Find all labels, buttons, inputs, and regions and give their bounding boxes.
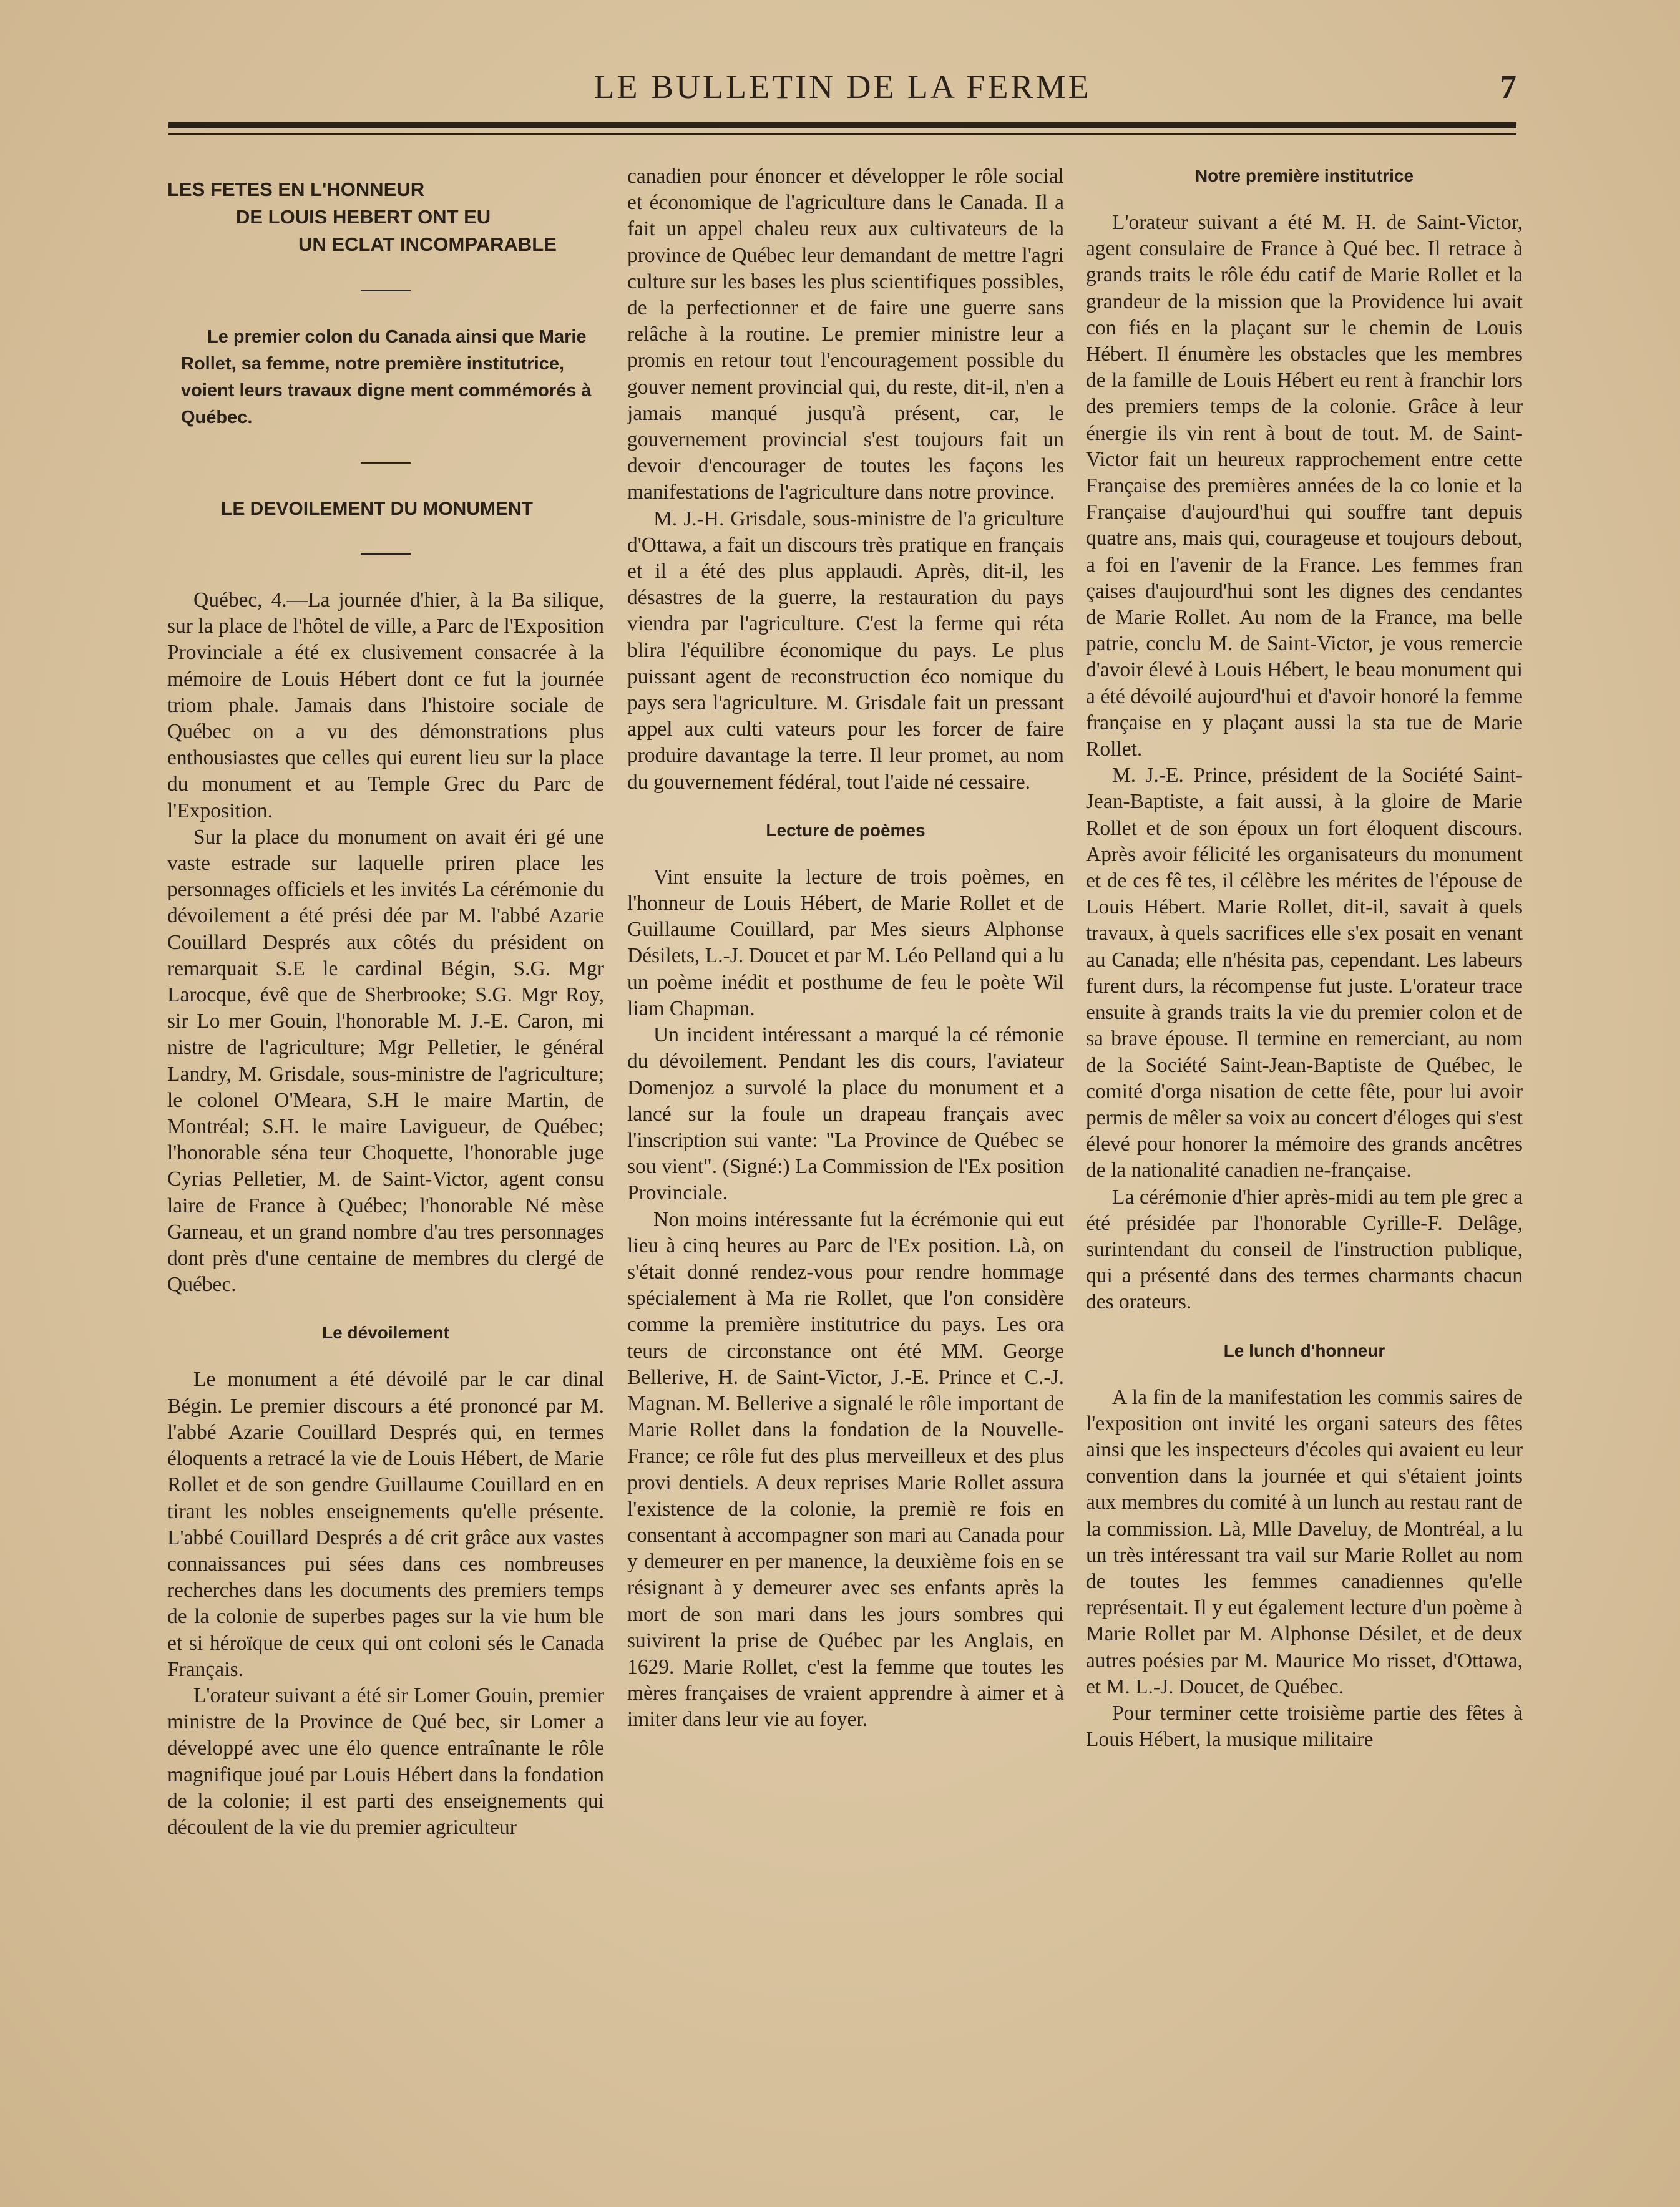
paragraph: M. J.-E. Prince, président de la Société Saint-Jean-Baptiste, a fait aussi, à la gloire de Marie Rollet et de son époux un fort éloquent discours. Après avoir félicité les organisateurs du monument et de ces fê tes, il célèbre les mérites de l'épouse de Louis Hébert. Marie Rollet, dit-il, savait à quels travaux, à quels sacrifices elle s'ex posait en venant au Canada; elle n'hésita pas, cependant. Les labeurs furent durs, la récompense fut juste. L'orateur trace ensuite à grands traits la vie du premier colon et de sa brave épouse. Il termine en remerciant, au nom de la Société Saint-Jean-Baptiste de Québec, le comité d'orga nisation de cette fête, pour lui avoir permis de mêler sa voix au concert d'éloges qui s'est élevé pour honorer la mémoire des grands ancêtres de la nationalité canadien ne-française. [1086, 764, 1523, 1182]
section-heading-institutrice: Notre première institutrice [1194, 166, 1414, 185]
paragraph: Sur la place du monument on avait éri gé une vaste estrade sur laquelle priren place les personnages officiels et les invités La cérémonie du dévoilement a été prési dée par M. l'abbé Azarie Couillard Després aux côtés du président on remarquait S.E le cardinal Bégin, S.G. Mgr Larocque, évê que de Sherbrooke; S.G. Mgr Roy, sir Lo mer Gouin, l'honorable M. J.-E. Caron, mi nistre de l'agriculture; Mgr Pelletier, le général Landry, M. Grisdale, sous-ministre de l'agriculture; le colonel O'Meara, S.H le maire Martin, de Montréal; S.H. le maire Lavigueur, de Québec; l'honorable séna teur Choquette, l'honorable juge Cyrias Pelletier, M. de Saint-Victor, agent consu laire de France à Québec; l'honorable Né mèse Garneau, et un grand nombre d'au tres personnages dont près d'une centaine de membres du clergé de Québec. [167, 825, 604, 1297]
page-header [168, 67, 1516, 117]
article-subhead: LE DEVOILEMENT DU MONUMENT [221, 499, 533, 519]
column-3 [1086, 163, 1523, 1753]
paragraph: Non moins intéressante fut la écrémonie qui eut lieu à cinq heures au Parc de l'Ex position. Là, on s'était donné rendez-vous pour rendre hommage spécialement à Ma rie Rollet, que l'on considère comme la première institutrice du pays. Les ora teurs de circonstance ont été MM. George Bellerive, H. de Saint-Victor, J.-E. Prince et C.-J. Magnan. M. Bellerive a signalé le rôle important de Marie Rollet dans la fondation de la Nouvelle-France; ce rôle fut des plus merveilleux et des plus provi dentiels. A deux reprises Marie Rollet assura l'existence de la colonie, la premiè re fois en consentant à accompagner son mari au Canada pour y demeurer en per manence, la deuxième fois en se résignant à y demeurer avec ses enfants après la mort de son mari dans les jours sombres qui suivirent la prise de Québec par les Anglais, en 1629. Marie Rollet, c'est la femme que toutes les mères françaises de vraient apprendre à aimer et à imiter dans leur vie au foyer. [627, 1207, 1064, 1732]
divider-rule [361, 462, 411, 464]
column-1 [167, 163, 604, 1841]
section-heading-poemes: Lecture de poèmes [766, 820, 925, 840]
divider-rule [361, 290, 411, 291]
paragraph: La cérémonie d'hier après-midi au tem ple grec a été présidée par l'honorable Cyrille-F. Delâge, surintendant du conseil de l'instruction publique, qui a présenté dans des termes charmants chacun des orateurs. [1086, 1185, 1523, 1314]
section-heading-devoilement: Le dévoilement [322, 1323, 449, 1343]
paragraph: Pour terminer cette troisième partie des fêtes à Louis Hébert, la musique militaire [1086, 1701, 1523, 1751]
paragraph: L'orateur suivant a été M. H. de Saint-Victor, agent consulaire de France à Qué bec. Il retrace à grands traits le rôle édu catif de Marie Rollet et la grandeur de la mission que la Providence lui avait con fiés en la plaçant sur le chemin de Louis Hébert. Il énumère les obstacles que les membres de la famille de Louis Hébert eu rent à franchir lors des premiers temps de la colonie. Grâce à leur énergie ils vin rent à bout de tout. M. de Saint-Victor fait un heureux rapprochement entre cette Française des premières années de la co lonie et la Française d'aujourd'hui qui souffre tant depuis quatre ans, mais qui, courageuse et toujours debout, a foi en l'avenir de la France. Les femmes fran çaises d'aujourd'hui sont les dignes des cendantes de Marie Rollet. Au nom de la France, ma belle patrie, conclu M. de Saint-Victor, je vous remercie d'avoir élevé à Louis Hébert, le beau monument qui a été dévoilé aujourd'hui et d'avoir honoré la femme française en y plaçant aussi la sta tue de Marie Rollet. [1086, 211, 1523, 761]
paragraph: M. J.-H. Grisdale, sous-ministre de l'a griculture d'Ottawa, a fait un discours très pratique en français et il a été des plus applaudi. Après, dit-il, les désastres de la guerre, la restauration du pays viendra par l'agriculture. C'est la ferme qui réta blira l'équilibre économique du pays. Le plus puissant agent de reconstruction éco nomique du pays sera l'agriculture. M. Grisdale fait un pressant appel aux culti vateurs pour les forcer de faire produire davantage la terre. Il leur promet, au nom du gouvernement fédéral, tout l'aide né cessaire. [627, 507, 1064, 794]
headline-line-1: LES FETES EN L'HONNEUR [167, 178, 425, 200]
page-number: 7 [1500, 68, 1516, 105]
header-rule-thick [168, 122, 1516, 128]
paragraph: L'orateur suivant a été sir Lomer Gouin, premier ministre de la Province de Qué bec, sir Lomer a développé avec une élo quence entraînante le rôle magnifique joué par Louis Hébert dans la fondation de la colonie; il est parti des enseignements qui découlent de la vie du premier agriculteur [167, 1683, 604, 1839]
headline-line-2: DE LOUIS HEBERT ONT EU [236, 206, 491, 228]
divider-rule [361, 553, 411, 555]
paragraph: Vint ensuite la lecture de trois poèmes, en l'honneur de Louis Hébert, de Marie Rollet et de Guillaume Couillard, par Mes sieurs Alphonse Désilets, L.-J. Doucet et par M. Léo Pelland qui a lu un poème inédit et posthume de feu le poète Wil liam Chapman. [627, 865, 1064, 1020]
section-heading-lunch: Le lunch d'honneur [1223, 1340, 1385, 1360]
article-headline [167, 176, 604, 258]
header-rule-thin [168, 133, 1516, 135]
paragraph: Un incident intéressant a marqué la cé rémonie du dévoilement. Pendant les dis cours, l'aviateur Domenjoz a survolé la place du monument et a lancé sur la foule un drapeau français avec l'inscription sui vante: "La Province de Québec se sou vient". (Signé:) La Commission de l'Ex position Provinciale. [627, 1023, 1064, 1205]
paragraph: canadien pour énoncer et développer le rôle social et économique de l'agriculture dans le Canada. Il a fait un appel chaleu reux aux cultivateurs de la province de Québec leur demandant de mettre l'agri culture sur les bases les plus scientifiques possibles, de la perfectionner et de faire une guerre sans relâche à la routine. Le premier ministre leur a promis en retour tout l'encouragement possible du gouver nement provincial qui, du reste, dit-il, n'en a jamais manqué jusqu'à présent, car, le gouvernement provincial s'est toujours fait un devoir d'encourager de toutes les façons les manifestations de l'agriculture dans notre province. [627, 165, 1064, 504]
article-deck: Le premier colon du Canada ainsi que Marie Rollet, sa femme, notre première institutrice, voient leurs travaux digne ment commémorés à Québec. [181, 327, 592, 427]
running-title: LE BULLETIN DE LA FERME [593, 68, 1092, 105]
paragraph: A la fin de la manifestation les commis saires de l'exposition ont invité les organi sateurs des fêtes ainsi que les inspecteurs d'écoles qui avaient eu leur convention dans la journée et qui s'étaient joints aux membres du comité à un lunch au restau rant de la commission. Là, Mlle Daveluy, de Montréal, a lu un très intéressant tra vail sur Marie Rollet au nom de toutes les femmes canadiennes qu'elle représentait. Il y eut également lecture d'un poème à Marie Rollet par M. Alphonse Désilet, et de deux autres poésies par M. Maurice Mo risset, d'Ottawa, et M. L.-J. Doucet, de Québec. [1086, 1385, 1523, 1698]
column-2 [627, 163, 1064, 1733]
headline-line-3: UN ECLAT INCOMPARABLE [298, 233, 557, 255]
paragraph: Québec, 4.—La journée d'hier, à la Ba silique, sur la place de l'hôtel de ville, a Parc de l'Exposition Provinciale a été ex clusivement consacrée à la mémoire de Louis Hébert dont ce fut la journée triom phale. Jamais dans l'histoire sociale de Québec on a vu des démonstrations plus enthousiastes que celles qui eurent lieu sur la place du monument et au Temple Grec du Parc de l'Exposition. [167, 588, 604, 822]
paragraph: Le monument a été dévoilé par le car dinal Bégin. Le premier discours a été prononcé par M. l'abbé Azarie Couillard Després qui, en termes éloquents a retracé la vie de Louis Hébert, de Marie Rollet et de son gendre Guillaume Couillard en en tirant les nobles enseignements qu'elle présente. L'abbé Couillard Després a dé crit grâce aux vastes connaissances pui sées dans ces nombreuses recherches dans les documents des premiers temps de la colonie de superbes pages sur la vie hum ble et si héroïque de ceux qui ont coloni sés le Canada Français. [167, 1368, 604, 1681]
